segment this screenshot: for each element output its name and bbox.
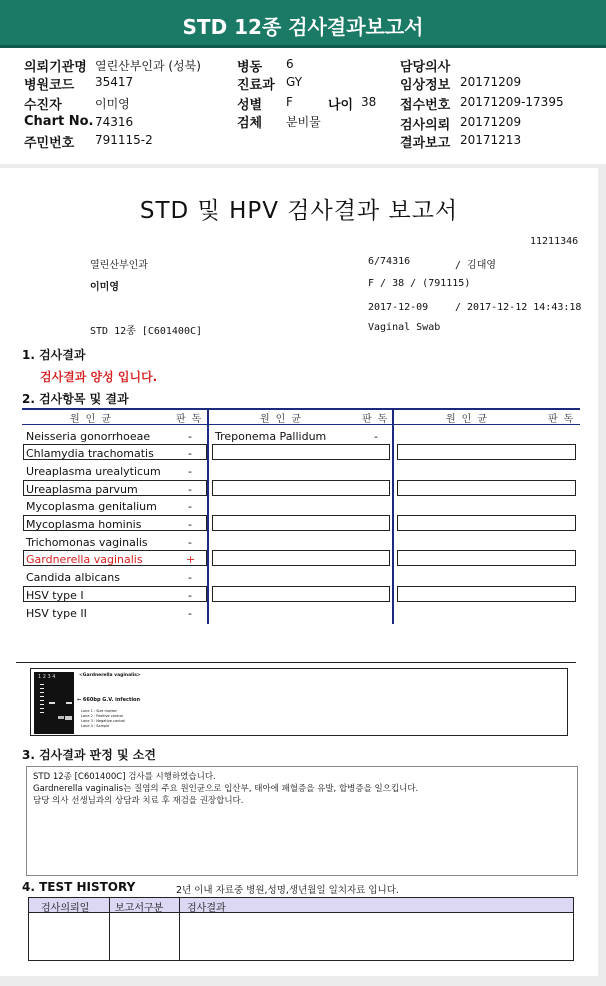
col-judgment-1: 판독	[176, 414, 208, 425]
section-divider	[16, 662, 576, 663]
section-4-heading: 4. TEST HISTORY	[22, 880, 136, 894]
col-organism-3: 원인균	[446, 414, 493, 425]
report-value: 20171213	[460, 133, 522, 147]
comment-line: STD 12종 [C601400C] 검사를 시행하였습니다.	[33, 772, 216, 782]
organism-name: Neisseria gonorrhoeae	[26, 430, 151, 443]
empty-result-box	[212, 480, 390, 496]
report-clinic: 열린산부인과	[90, 260, 148, 271]
organism-name: HSV type II	[26, 607, 87, 620]
results-grid-header	[22, 408, 580, 425]
report-sex-age: F / 38 / (791115)	[368, 278, 471, 289]
section-2-heading: 2. 검사항목 및 결과	[22, 392, 129, 406]
col-organism-2: 원인균	[260, 414, 307, 425]
report-date-from: 2017-12-09	[368, 302, 429, 313]
comment-line: 담당 의사 선생님과의 상담과 치료 후 재검을 권장합니다.	[33, 796, 244, 806]
age-value: 38	[361, 95, 377, 109]
organism-result: -	[188, 589, 192, 602]
ward-value: 6	[286, 57, 294, 71]
report-number: 11211346	[530, 236, 579, 247]
empty-result-box	[397, 586, 576, 602]
section-3-heading: 3. 검사결과 판정 및 소견	[22, 748, 156, 762]
empty-result-box	[397, 480, 576, 496]
empty-result-box	[397, 550, 576, 566]
organism-name: Chlamydia trachomatis	[26, 447, 154, 460]
empty-result-box	[212, 550, 390, 566]
gel-legend: Lane 4 : Sample	[81, 724, 110, 728]
gel-legend: Lane 3 : Negative control	[81, 719, 126, 723]
col-judgment-2: 판독	[362, 414, 394, 425]
report-specimen: Vaginal Swab	[368, 322, 441, 333]
specimen-label: 검체	[237, 116, 263, 131]
history-col-result: 검사결과	[187, 903, 226, 914]
organism-name: Treponema Pallidum	[215, 430, 327, 443]
chart-value: 74316	[95, 115, 134, 129]
organism-name: Mycoplasma hominis	[26, 518, 142, 531]
organism-name: Ureaplasma parvum	[26, 483, 138, 496]
organism-result: -	[188, 607, 192, 620]
report-test-code: STD 12종 [C601400C]	[90, 326, 203, 337]
resident-label: 주민번호	[24, 136, 75, 151]
receipt-label: 접수번호	[400, 98, 451, 113]
organism-name: HSV type I	[26, 589, 84, 602]
report-patient: 이미영	[90, 282, 119, 293]
ward-label: 병동	[237, 60, 263, 75]
history-col-request-date: 검사의뢰일	[41, 903, 90, 914]
doctor-label: 담당의사	[400, 60, 451, 75]
sex-value: F	[286, 95, 293, 109]
report-doctor: / 김대영	[455, 260, 497, 271]
institution-label: 의뢰기관명	[24, 60, 87, 75]
resident-value: 791115-2	[95, 133, 153, 147]
age-label: 나이	[328, 98, 354, 113]
recipient-value: 이미영	[95, 97, 130, 111]
receipt-value: 20171209-17395	[460, 95, 564, 109]
clinical-value: 20171209	[460, 75, 522, 89]
organism-result-positive: +	[186, 553, 196, 566]
col-judgment-3: 판독	[548, 414, 580, 425]
organism-result: -	[188, 500, 192, 513]
gel-image-panel	[30, 668, 568, 736]
organism-result: -	[188, 483, 192, 496]
gel-legend: Lane 1 : Size marker	[81, 709, 117, 713]
organism-result: -	[374, 430, 378, 443]
chart-label: Chart No.	[24, 114, 94, 129]
history-table-body	[28, 913, 574, 961]
hospital-code-value: 35417	[95, 75, 134, 89]
empty-result-box	[212, 586, 390, 602]
organism-result: -	[188, 447, 192, 460]
report-title: STD 및 HPV 검사결과 보고서	[139, 198, 459, 224]
clinical-label: 임상정보	[400, 78, 451, 93]
page-title: STD 12종 검사결과보고서	[182, 15, 424, 39]
request-label: 검사의뢰	[400, 118, 451, 133]
request-value: 20171209	[460, 115, 522, 129]
dept-value: GY	[286, 75, 303, 89]
gel-legend: Lane 2 : Positive control	[81, 714, 123, 718]
specimen-value: 분비물	[286, 115, 321, 129]
empty-result-box	[212, 444, 390, 460]
grid-divider-2	[392, 408, 394, 624]
result-summary: 검사결과 양성 입니다.	[40, 370, 158, 384]
organism-result: -	[188, 518, 192, 531]
organism-result: -	[188, 571, 192, 584]
institution-value: 열린산부인과 (성북)	[95, 59, 201, 73]
organism-result: -	[188, 430, 192, 443]
organism-result: -	[188, 536, 192, 549]
organism-name: Ureaplasma urealyticum	[26, 465, 161, 478]
grid-divider-1	[207, 408, 209, 624]
empty-result-box	[397, 515, 576, 531]
gel-electrophoresis-image	[34, 672, 74, 734]
organism-name: Candida albicans	[26, 571, 120, 584]
comment-line: Gardnerella vaginalis는 질염의 주요 원인균으로 입산부, 태아에 패혈증을 유발, 합병증을 일으킵니다.	[33, 784, 419, 794]
title-bar	[0, 0, 606, 48]
history-note: 2년 이내 자료중 병원,성명,생년월일 일치자료 입니다.	[176, 885, 399, 896]
report-date-to: / 2017-12-12 14:43:18	[455, 302, 582, 313]
sex-label: 성별	[237, 98, 263, 113]
organism-result: -	[188, 465, 192, 478]
report-ward-chart: 6/74316	[368, 256, 411, 267]
history-table-header	[28, 897, 574, 913]
empty-result-box	[397, 444, 576, 460]
organism-name: Trichomonas vaginalis	[26, 536, 148, 549]
gel-band-label: ← 660bp G.V. infection	[77, 697, 141, 703]
dept-label: 진료과	[237, 78, 275, 93]
col-organism-1: 원인균	[70, 414, 117, 425]
report-label: 결과보고	[400, 136, 451, 151]
gel-lane-numbers: 1 2 3 4	[38, 674, 56, 680]
empty-result-box	[212, 515, 390, 531]
hospital-code-label: 병원코드	[24, 78, 75, 93]
comment-box	[26, 766, 578, 876]
patient-info-panel	[0, 48, 606, 164]
gel-caption: <Gardnerella vaginalis>	[79, 673, 141, 678]
page-footer	[0, 976, 606, 986]
section-1-heading: 1. 검사결과	[22, 348, 86, 362]
organism-name: Mycoplasma genitalium	[26, 500, 157, 513]
recipient-label: 수진자	[24, 98, 62, 113]
history-col-report-type: 보고서구분	[115, 903, 164, 914]
report-paper	[0, 168, 598, 976]
organism-name-positive: Gardnerella vaginalis	[26, 553, 143, 566]
